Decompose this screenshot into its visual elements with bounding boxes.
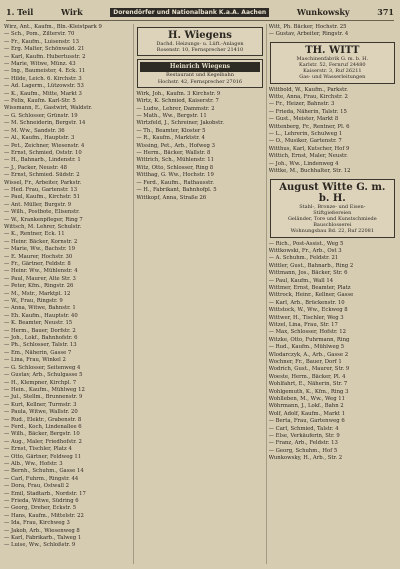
directory-entry: — M., Mstr., Marktpl. 12 bbox=[4, 290, 71, 297]
directory-entry: Witzke, Otto, Fuhrmann, Ring bbox=[268, 336, 350, 343]
directory-entry: — L., Lehrerin, Schulweg 1 bbox=[268, 131, 343, 138]
ad-witte-line: Stiftgießereien bbox=[313, 209, 352, 216]
directory-entry: — Karl, Fabrikarb., Talweg 1 bbox=[4, 535, 82, 542]
directory-entry: — Erg. Malter, Schönwald. 21 bbox=[4, 46, 85, 53]
directory-entry: Wohlfahrt, E., Näherin, Str. 7 bbox=[268, 381, 348, 388]
directory-entry: Wodrich, Gust., Maurer, Str. 9 bbox=[268, 366, 350, 373]
directory-entry: — Gustav, Arbeiter, Ringstr. 4 bbox=[268, 31, 349, 38]
directory-entry: — J., Packer, Neustr. 48 bbox=[4, 164, 67, 171]
directory-entry: Wirz, Ant., Kaufm., Bln.-Kleistpark 9 bbox=[4, 24, 102, 30]
directory-entry: — Paul, Kaufm., Wall 14 bbox=[268, 277, 334, 284]
directory-entry: Wittkowski, Fr., Arb., Ost 3 bbox=[268, 247, 342, 254]
directory-entry: — Ing., Baumeister, 4. Eck. 11 bbox=[4, 68, 86, 75]
ad-witt bbox=[270, 42, 395, 84]
directory-entry: — Dora, Frau, Ostwall 2 bbox=[4, 483, 69, 490]
column-3 bbox=[266, 24, 396, 564]
directory-entry: Wohlgemuth, K., Kfm., Ring 3 bbox=[268, 388, 349, 395]
directory-entry: Witt, Ph. Bäcker, Hochstr. 25 bbox=[268, 24, 347, 30]
directory-entry: Woeste, Herm., Bäcker, Pl. 4 bbox=[268, 373, 346, 380]
directory-entry: — Rud., Elektr., Grabenstr. 8 bbox=[4, 416, 82, 423]
directory-entry: Wittbold, W., Kaufm., Parkstr. bbox=[268, 86, 348, 93]
directory-entry: Wittmer, Ernst, Beamter, Platz bbox=[268, 284, 351, 291]
ad-witt-name: TH. WITT bbox=[305, 44, 360, 56]
directory-entry: — Wilh., Postbote, Elisenstr. bbox=[4, 209, 80, 216]
directory-entry: — H., Klempner, Kirchpl. 7 bbox=[4, 379, 77, 386]
directory-entry: — Carl, Schmied, Talstr. 4 bbox=[268, 425, 339, 432]
ad-witt-line: Kaiserstr. 3, Ruf 26211 bbox=[303, 68, 362, 75]
directory-entry: — Peter, Kfm., Ringstr. 26 bbox=[4, 283, 74, 290]
directory-entry: — G. Schlosser, Seitenweg 4 bbox=[4, 364, 81, 371]
directory-entry: Witzel, Lina, Frau, Str. 17 bbox=[268, 321, 338, 328]
ad-witte-line: Wohnungsbau Bd. 22, Ruf 22081 bbox=[290, 228, 374, 235]
directory-entry: — A. Schuhm., Feldstr. 21 bbox=[268, 255, 339, 262]
directory-entry: — Karl, Kaufm. Hubertusstr. 2 bbox=[4, 53, 86, 60]
directory-entry: — Paul, Kaufm., Kirchstr. 51 bbox=[4, 194, 80, 201]
directory-entry: — Sch., Pom., Zilterstr. 70 bbox=[4, 31, 75, 38]
directory-entry: Wöhrmann, J., Lokf., Bahn 2 bbox=[268, 403, 344, 410]
directory-entry: Wirtz, K. Schmied, Kaiserstr. 7 bbox=[136, 98, 219, 105]
directory-entry: — W., Frau, Ringstr. 9 bbox=[4, 298, 63, 305]
directory-entry: Wittkopf, Anna, Straße 26 bbox=[136, 194, 207, 201]
directory-entry: — Else, Verkäuferin, Str. 9 bbox=[268, 433, 340, 440]
directory-entry: Wittrich, Sch., Mühlenstr. 11 bbox=[136, 157, 215, 164]
directory-entry: Wunkowsky, H., Arb., Str. 2 bbox=[268, 455, 343, 462]
directory-entry: — Paul, Maurer, Alte Str. 3 bbox=[4, 275, 76, 282]
directory-entry: — Fr., Gärtner, Feldstr. 8 bbox=[4, 261, 71, 267]
directory-entry: — Ernst, Schmied. Südstr. 2 bbox=[4, 172, 80, 179]
ad-heinrich-wiegens bbox=[137, 59, 262, 87]
directory-entry: — Pet., Zeichner, Wiesenstr. 4 bbox=[4, 142, 85, 149]
directory-entry: — Jakob, Arb., Wiesenweg 8 bbox=[4, 527, 80, 534]
part-label: 1. Teil bbox=[6, 7, 34, 17]
directory-entry: Wissel, Fr., Arbeiter, Parkstr. bbox=[4, 179, 82, 186]
ad-witte-line: Bauschlosserei bbox=[313, 222, 352, 229]
directory-entry: Wohlleben, M., Ww., Weg 11 bbox=[268, 396, 346, 403]
directory-entry: — Max, Schlosser, Hofstr. 12 bbox=[268, 329, 347, 336]
directory-entry: — E. Maurer, Hochstr. 30 bbox=[4, 253, 73, 260]
directory-entry: — R., Kaufm., Marktstr. 4 bbox=[136, 135, 205, 142]
directory-entry: — Franz, Arb., Feldstr. 13 bbox=[268, 440, 338, 447]
directory-entry: — Anna, Witwe, Bahnstr. 1 bbox=[4, 305, 76, 312]
directory-entry: — Herm., Bauer, Dorfstr. 2 bbox=[4, 327, 76, 334]
directory-entry: Witte, Anna, Frau, Kirchstr. 2 bbox=[268, 94, 348, 101]
directory-entry: Wirtzfeld, J., Schreiner, Jakobstr. bbox=[136, 120, 224, 127]
directory-entry: Witz, Otto, Schlosser, Ring 8 bbox=[136, 164, 214, 171]
directory-entry: Wittich, Ernst, Maler, Neustr. bbox=[268, 153, 348, 160]
directory-entry: — K. Beamter, Neustr. 15 bbox=[4, 320, 73, 327]
directory-entry: Wittsch, M. Lehrer, Schulstr. bbox=[4, 223, 82, 230]
directory-entry: — Frieda, Witwe, Südring 6 bbox=[4, 498, 79, 504]
directory-entry: Wirk, Joh., Kaufm. 3 Kirchstr. 9 bbox=[136, 90, 221, 97]
directory-entry: — Ferd., Koch, Lindenallee 6 bbox=[4, 423, 82, 430]
directory-entry: — Rich., Post-Assist., Weg 5 bbox=[268, 240, 344, 247]
column-1 bbox=[4, 24, 131, 564]
directory-entry: — Jul., Stellm., Brunnenstr. 9 bbox=[4, 394, 83, 401]
directory-entry: — Bernh., Schuhm., Gasse 14 bbox=[4, 468, 84, 475]
directory-entry: — K., Kaufm., Mitte, Markt 3 bbox=[4, 90, 82, 97]
columns bbox=[4, 24, 396, 564]
directory-entry: — M. Ww., Sandstr. 36 bbox=[4, 127, 65, 134]
directory-entry: — Lina, Frau, Winkel 2 bbox=[4, 357, 66, 364]
directory-entry: — Gustav, Arb., Schulgasse 5 bbox=[4, 372, 83, 379]
directory-entry: — Emil, Stadtarb., Nordstr. 17 bbox=[4, 490, 86, 497]
directory-entry: Witthag, G. Ww., Hochstr. 19 bbox=[136, 172, 214, 179]
directory-entry: Witthus, Karl, Kutscher, Hof 9 bbox=[268, 145, 350, 152]
directory-entry: — Al., Kaufm., Hauptstr. 3 bbox=[4, 135, 75, 142]
column-2 bbox=[133, 24, 263, 564]
ad-witte-line: Stahl-, Bronze- und Eisen- bbox=[299, 203, 366, 210]
directory-entry: — Aug., Maler, Friedhofstr. 2 bbox=[4, 438, 82, 445]
directory-entry: — Felix, Kaufm. Karl-Str. 5 bbox=[4, 98, 76, 105]
directory-entry: Wissing, Pet., Arb., Hofweg 3 bbox=[136, 142, 215, 149]
directory-entry: Wittmann, Jos., Bäcker, Str. 6 bbox=[268, 270, 348, 277]
directory-entry: Wlodarczyk, A., Arb., Gasse 2 bbox=[268, 351, 349, 358]
directory-entry: — Otto, Gärtner, Feldweg 11 bbox=[4, 453, 82, 460]
directory-entry: — Carl, Fuhrm., Ringstr. 44 bbox=[4, 475, 79, 482]
directory-entry: — Ferd., Kaufm., Rathausstr. bbox=[136, 179, 214, 186]
directory-entry: Wittrock, Heinr., Kellner, Gasse bbox=[268, 292, 354, 299]
range-end: Wunkowsky bbox=[296, 7, 350, 17]
directory-entry: — Marie, Witwe, Münz. 43 bbox=[4, 61, 76, 68]
directory-entry: — Ad. Lagerm., Lützowstr. 53 bbox=[4, 83, 84, 90]
directory-entry: — Hein., Kaufm., Mühlweg 12 bbox=[4, 386, 85, 393]
ad-august-witte bbox=[270, 179, 395, 238]
directory-entry: — Gust., Meister, Markt 8 bbox=[268, 116, 339, 123]
directory-entry: Wochner, Fr., Bauer, Dorf 1 bbox=[268, 359, 342, 366]
ad-wiegens-name: H. Wiegens bbox=[168, 30, 232, 41]
directory-entry: — Paula, Witwe, Wallstr. 20 bbox=[4, 409, 78, 416]
page-number: 371 bbox=[377, 7, 394, 17]
page-header bbox=[6, 4, 394, 21]
directory-entry: Wittler, Gust., Bahnarb., Ring 2 bbox=[268, 262, 354, 269]
directory-entry: — Joh., Ww., Lindenweg 4 bbox=[268, 160, 339, 167]
range-start: Wirk bbox=[61, 7, 83, 17]
ad-heinrich-line: Hochstr. 42, Fernsprecher 27016 bbox=[157, 78, 243, 85]
directory-entry: — Frieda, Näherin, Talstr. 15 bbox=[268, 108, 347, 115]
directory-entry: — Joh., Lokf., Bahnhofstr. 6 bbox=[4, 335, 78, 342]
directory-entry: — Ernst, Tischler, Platz 4 bbox=[4, 446, 72, 453]
directory-entry: — Em., Näherin, Gasse 7 bbox=[4, 349, 72, 356]
directory-entry: — Ludw., Lehrer, Dammstr. 2 bbox=[136, 105, 215, 112]
directory-entry: — Fr., Kaufm., Luisenstr. 13 bbox=[4, 38, 80, 45]
directory-entry: — M. Schneiderin, Bergstr. 14 bbox=[4, 120, 86, 127]
directory-entry: — Luise, Ww., Schloßstr. 9 bbox=[4, 542, 76, 549]
directory-entry: — O., Musiker, Gartenstr. 7 bbox=[268, 138, 342, 145]
ad-witte-line: Geländer, Tore und Kunstschmiede bbox=[287, 215, 377, 222]
directory-entry: — Rud., Kaufm., Mühlweg 5 bbox=[268, 344, 345, 351]
directory-entry: — Fr., Heizer, Bahnstr. 3 bbox=[268, 101, 335, 108]
directory-entry: — Heinr. Ww., Mühlenstr. 4 bbox=[4, 268, 78, 275]
directory-entry: — Herm., Bäcker, Wallstr. 8 bbox=[136, 150, 211, 157]
directory-entry: — Georg, Dreher, Eckstr. 5 bbox=[4, 505, 77, 512]
directory-entry: — Alb., Ww., Hofstr. 3 bbox=[4, 460, 63, 467]
ad-wiegens-line: Dachd. Heizungs- u. Lüft.-Anlagen bbox=[156, 41, 244, 47]
directory-entry: — W., Krankenpfleger, Ring 7 bbox=[4, 216, 83, 223]
directory-entry: — Ernst, Schmied, Oststr. 10 bbox=[4, 149, 82, 156]
directory-entry: Wittwer, H., Tischler, Weg 3 bbox=[268, 314, 344, 321]
ad-witt-line: Maschinenfabrik G. m. b. H. bbox=[296, 55, 369, 62]
directory-entry: — H., Fabrikant, Bahnhofpl. 5 bbox=[136, 187, 217, 194]
ad-heinrich-name: Heinrich Wiegens bbox=[140, 62, 259, 72]
directory-entry: — Th., Beamter, Kloster 5 bbox=[136, 127, 206, 134]
ad-heinrich-line: Restaurant und Kegelbahn bbox=[166, 72, 234, 79]
bank-banner: Dorendörfer und Nationalbank K.a.A. Aachen bbox=[110, 8, 269, 17]
directory-entry: — Wilh., Bäcker, Bergstr. 10 bbox=[4, 431, 80, 438]
directory-entry: — Hed. Frau, Gartenstr. 13 bbox=[4, 186, 78, 193]
directory-entry: — Georg, Schuhm., Hof 5 bbox=[268, 447, 338, 454]
directory-entry: — Ida, Frau, Kirchweg 3 bbox=[4, 520, 70, 527]
ad-witte-name: August Witte G. m. b. H. bbox=[279, 181, 386, 204]
directory-entry: Wittstock, W., Ww., Eckweg 8 bbox=[268, 307, 348, 314]
directory-entry: — Ant. Müller, Burgstr. 9 bbox=[4, 201, 72, 208]
directory-entry: — Ph., Schlosser, Talstr. 13 bbox=[4, 342, 77, 349]
directory-entry: — G. Schlosser, Grünstr. 19 bbox=[4, 112, 78, 119]
directory-entry: Wittke, M., Buchhalter, Str. 12 bbox=[268, 168, 351, 175]
directory-entry: — Hans, Kaufm., Mittelstr. 22 bbox=[4, 512, 84, 519]
directory-entry: — Eh. Kaufm., Hauptstr. 40 bbox=[4, 312, 78, 319]
directory-entry: Wolf, Adolf, Kaufm., Markt 1 bbox=[268, 410, 346, 417]
ad-wiegens bbox=[137, 27, 262, 56]
directory-entry: — H., Bahnarb., Lindenstr. 1 bbox=[4, 157, 81, 164]
directory-entry: Wittenberg, Fr., Rentner, Pl. 6 bbox=[268, 123, 350, 130]
ad-wiegens-line: Rosenstr. 10, Fernsprecher 21410 bbox=[156, 47, 244, 54]
directory-entry: — K., Rentner, Eck. 11 bbox=[4, 231, 65, 238]
directory-entry: — Karl, Arb., Brückenstr. 10 bbox=[268, 299, 345, 306]
ad-witt-line: Gas- und Wasserleitungen bbox=[299, 74, 366, 81]
ad-witt-line: Karlstr. 52, Fernruf 24480 bbox=[299, 62, 366, 69]
directory-entry: — Hilde, Leich. 6. Kirchstr. 3 bbox=[4, 75, 82, 82]
directory-entry: — Marie, Ww., Bachstr. 19 bbox=[4, 246, 76, 253]
directory-entry: — Berta, Frau, Gartenweg 6 bbox=[268, 418, 345, 425]
directory-entry: Wissmann, E., Gastwirt, Waldstr. bbox=[4, 105, 92, 112]
directory-entry: — Heinr. Bäcker, Kornstr. 2 bbox=[4, 238, 78, 245]
directory-entry: — Math., Ww., Bergstr. 11 bbox=[136, 113, 207, 120]
directory-entry: — Kurt, Kellner, Turmstr. 3 bbox=[4, 401, 77, 408]
